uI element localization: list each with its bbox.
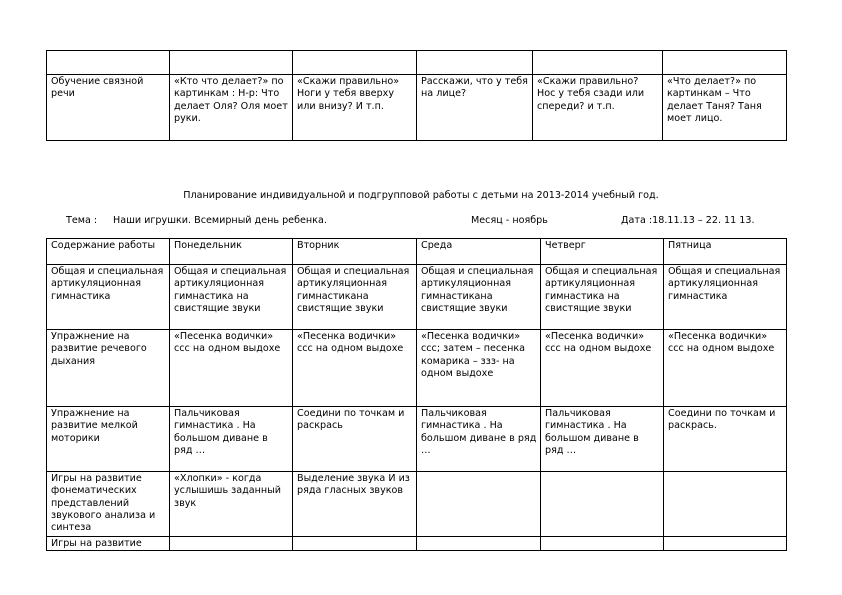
top-cell <box>293 51 417 75</box>
top-cell <box>170 51 293 75</box>
table-cell: Общая и специальная артикуляционная гимнастика <box>47 265 170 330</box>
table-row <box>47 472 787 537</box>
table-cell: Общая и специальная артикуляционная гимнастика на свистящие звуки <box>170 265 293 330</box>
column-header: Вторник <box>293 239 417 265</box>
table-cell <box>417 537 541 551</box>
column-header: Среда <box>417 239 541 265</box>
weekly-plan-table <box>46 238 787 551</box>
table-cell: Упражнение на развитие речевого дыхания <box>47 330 170 407</box>
table-cell <box>293 537 417 551</box>
table-cell: Пальчиковая гимнастика . На большом диване в ряд … <box>170 407 293 472</box>
table-cell: Общая и специальная артикуляционная гимнастика на свистящие звуки <box>541 265 664 330</box>
top-cell <box>663 51 787 75</box>
column-header: Понедельник <box>170 239 293 265</box>
table-cell: «Песенка водички» ссс; затем – песенка комарика – ззз- на одном выдохе <box>417 330 541 407</box>
table-row <box>47 407 787 472</box>
table-header-row <box>47 239 787 265</box>
table-row <box>47 537 787 551</box>
top-cell <box>417 51 533 75</box>
table-cell: Игры на развитие <box>47 537 170 551</box>
table-cell: «Песенка водички» ссс на одном выдохе <box>293 330 417 407</box>
theme-text: Наши игрушки. Всемирный день ребенка. <box>113 215 327 226</box>
top-cell: Расскажи, что у тебя на лице? <box>417 75 533 141</box>
table-cell: Пальчиковая гимнастика . На большом диване в ряд … <box>541 407 664 472</box>
table-cell: «Песенка водички» ссс на одном выдохе <box>541 330 664 407</box>
table-cell: Пальчиковая гимнастика . На большом диване в ряд … <box>417 407 541 472</box>
month-label: Месяц - ноябрь <box>471 215 548 226</box>
table-row <box>47 265 787 330</box>
table-cell: Общая и специальная артикуляционная гимнастикана свистящие звуки <box>293 265 417 330</box>
table-row <box>47 330 787 407</box>
table-cell: Упражнение на развитие мелкой моторики <box>47 407 170 472</box>
table-cell <box>541 472 664 537</box>
table-cell: Выделение звука И из ряда гласных звуков <box>293 472 417 537</box>
table-cell <box>664 537 787 551</box>
date-range: Дата :18.11.13 – 22. 11 13. <box>621 215 755 226</box>
table-cell <box>417 472 541 537</box>
column-header: Четверг <box>541 239 664 265</box>
top-cell <box>47 51 170 75</box>
table-cell: «Хлопки» - когда услышишь заданный звук <box>170 472 293 537</box>
table-cell: Соедини по точкам и раскрась. <box>664 407 787 472</box>
top-cell: «Кто что делает?» по картинкам : Н-р: Что делает Оля? Оля моет руки. <box>170 75 293 141</box>
top-cell <box>533 51 663 75</box>
top-table <box>46 50 787 141</box>
theme-label: Тема : <box>66 215 98 226</box>
table-cell: «Песенка водички» ссс на одном выдохе <box>170 330 293 407</box>
top-table-row-speech <box>47 75 787 141</box>
top-cell: «Что делает?» по картинкам – Что делает Таня? Таня моет лицо. <box>663 75 787 141</box>
top-cell: «Скажи правильно? Нос у тебя сзади или спереди? и т.п. <box>533 75 663 141</box>
table-cell: Игры на развитие фонематических представлений звукового анализа и синтеза <box>47 472 170 537</box>
column-header: Пятница <box>664 239 787 265</box>
table-cell: Общая и специальная артикуляционная гимнастика <box>664 265 787 330</box>
table-cell: «Песенка водички» ссс на одном выдохе <box>664 330 787 407</box>
table-cell <box>541 537 664 551</box>
top-cell: Обучение связной речи <box>47 75 170 141</box>
table-cell: Общая и специальная артикуляционная гимнастикана свистящие звуки <box>417 265 541 330</box>
top-cell: «Скажи правильно» Ноги у тебя вверху или внизу? И т.п. <box>293 75 417 141</box>
column-header: Содержание работы <box>47 239 170 265</box>
plan-title: Планирование индивидуальной и подгрупповой работы с детьми на 2013-2014 учебный год. <box>183 190 659 201</box>
table-cell: Соедини по точкам и раскрась <box>293 407 417 472</box>
table-cell <box>664 472 787 537</box>
top-table-row-empty <box>47 51 787 75</box>
table-cell <box>170 537 293 551</box>
